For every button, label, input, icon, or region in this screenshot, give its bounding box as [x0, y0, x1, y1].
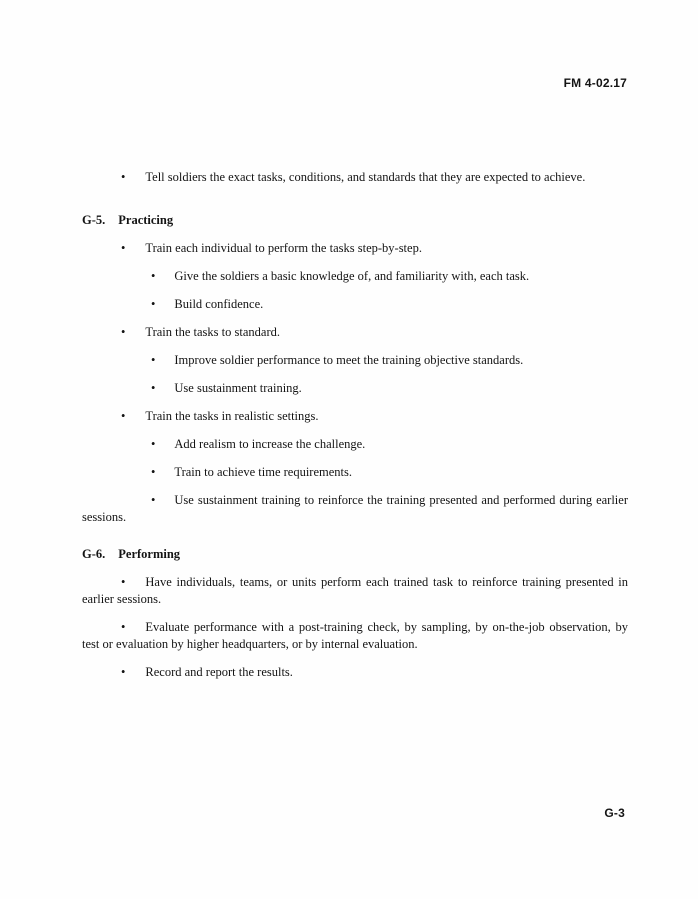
bullet-marker: •	[151, 493, 156, 507]
section-heading-g6	[82, 546, 628, 563]
section-number: G-5.	[82, 213, 106, 227]
bullet-text: Train each individual to perform the tasks step-by-step.	[145, 241, 422, 255]
bullet-marker: •	[151, 437, 156, 451]
bullet-text: Record and report the results.	[145, 665, 293, 679]
bullet-marker: •	[121, 620, 126, 634]
bullet-item-sub	[82, 492, 628, 526]
bullet-marker: •	[121, 241, 126, 255]
bullet-marker: •	[121, 409, 126, 423]
bullet-marker: •	[121, 325, 126, 339]
footer-page-number: G-3	[604, 806, 625, 820]
bullet-item-sub	[82, 464, 628, 481]
bullet-text: Improve soldier performance to meet the training objective standards.	[174, 353, 524, 367]
section-heading-g5	[82, 212, 628, 229]
bullet-marker: •	[121, 665, 126, 679]
section-title: Practicing	[118, 213, 174, 227]
bullet-text: Tell soldiers the exact tasks, conditions, and standards that they are expected to achieve.	[145, 170, 586, 184]
bullet-item	[82, 169, 628, 186]
bullet-text: Give the soldiers a basic knowledge of, and familiarity with, each task.	[174, 269, 530, 283]
header-doc-code: FM 4-02.17	[563, 76, 627, 90]
bullet-marker: •	[151, 353, 156, 367]
section-number: G-6.	[82, 547, 106, 561]
bullet-text: Train the tasks to standard.	[145, 325, 280, 339]
bullet-marker: •	[121, 575, 126, 589]
bullet-text: Build confidence.	[174, 297, 264, 311]
bullet-text: Add realism to increase the challenge.	[174, 437, 366, 451]
bullet-marker: •	[151, 465, 156, 479]
bullet-text: Have individuals, teams, or units perform each trained task to reinforce training presented in earlier sessions.	[82, 575, 628, 606]
bullet-item	[82, 574, 628, 608]
bullet-marker: •	[151, 381, 156, 395]
bullet-item-sub	[82, 268, 628, 285]
bullet-item-sub	[82, 296, 628, 313]
bullet-item	[82, 408, 628, 425]
bullet-marker: •	[121, 170, 126, 184]
bullet-text: Use sustainment training to reinforce the training presented and performed during earlier sessions.	[82, 493, 628, 524]
bullet-item-sub	[82, 436, 628, 453]
bullet-text: Evaluate performance with a post-training check, by sampling, by on-the-job observation, by test or evaluation by higher headquarters, or by internal evaluation.	[82, 620, 628, 651]
page-content	[82, 169, 628, 681]
bullet-text: Train the tasks in realistic settings.	[145, 409, 319, 423]
bullet-item-sub	[82, 352, 628, 369]
bullet-marker: •	[151, 297, 156, 311]
bullet-item-sub	[82, 380, 628, 397]
bullet-item	[82, 664, 628, 681]
section-title: Performing	[118, 547, 181, 561]
bullet-item	[82, 240, 628, 257]
bullet-item	[82, 619, 628, 653]
bullet-marker: •	[151, 269, 156, 283]
bullet-item	[82, 324, 628, 341]
bullet-text: Train to achieve time requirements.	[174, 465, 353, 479]
bullet-text: Use sustainment training.	[174, 381, 302, 395]
